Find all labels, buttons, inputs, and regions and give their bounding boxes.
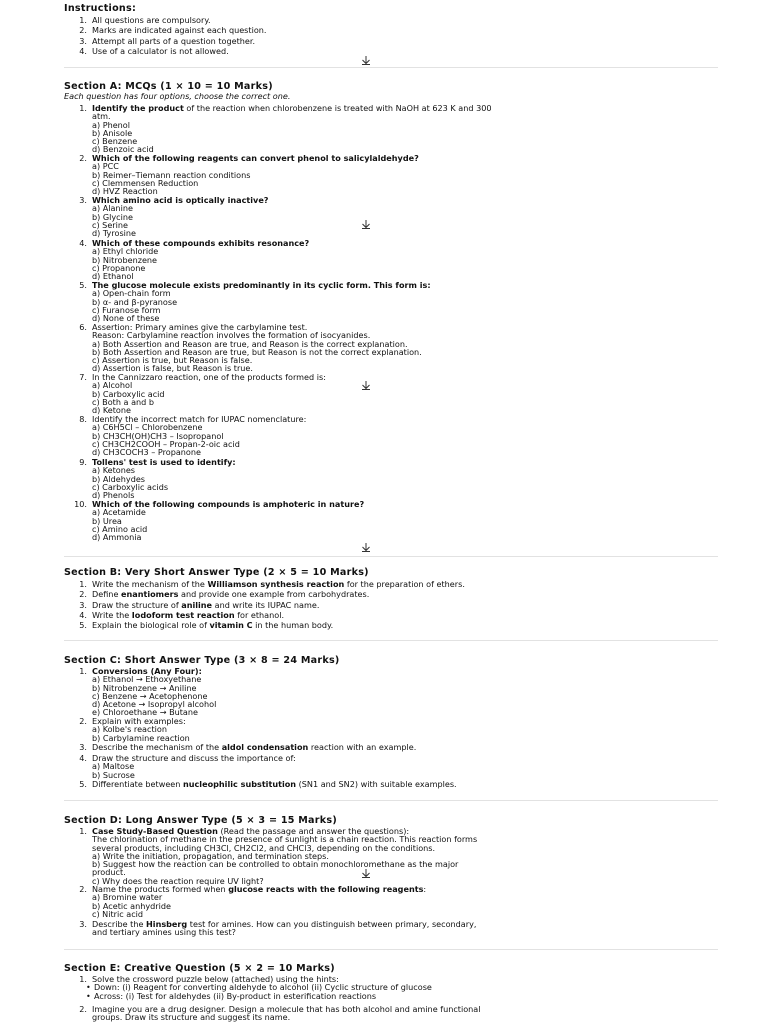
section-e: [64, 963, 718, 974]
option: c) Assertion is true, but Reason is false.: [92, 355, 253, 366]
question-a5: 5. The glucose molecule exists predominantly in its cyclic form. This form is: a) Open-chain form b) α- and β-pyranose c) Furanose form d) None of these: [64, 281, 718, 322]
arrow-down-icon[interactable]: [360, 56, 372, 65]
option: a) Bromine water: [92, 892, 163, 903]
question-c3: 3. Describe the mechanism of the aldol condensation reaction with an example.: [79, 742, 417, 752]
instructions-block: [64, 3, 718, 55]
option: c) Benzene → Acetophenone: [92, 690, 208, 701]
option: d) Ammonia: [92, 532, 142, 543]
option: c) Amino acid: [92, 523, 148, 534]
option: a) Ketones: [92, 465, 136, 476]
option: c) Carboxylic acids: [92, 481, 169, 492]
option: c) Benzene: [92, 136, 138, 147]
option: d) CH3COCH3 – Propanone: [92, 447, 201, 458]
instructions-list: [64, 16, 718, 55]
option: a) Kolbe's reaction: [92, 724, 167, 735]
option: a) Ethyl chloride: [92, 246, 159, 257]
option: c) Furanose form: [92, 304, 161, 315]
section-d-title: Section D: Long Answer Type (5 × 3 = 15 Marks): [64, 815, 337, 826]
section-a-note: Each question has four options, choose the correct one.: [64, 91, 291, 101]
question-d1: 1. Case Study-Based Question (Read the passage and answer the questions): The chlorination of methane in the presence of sunlight is a chain reaction. This reaction forms several products, including CH3Cl, CH2Cl2, and CHCl3, depending on the conditions. a) Write the initiation, propagation, and termination steps. b) Suggest how the reaction can be controlled to obtain monochloromethane as the major product. c) Why does the reaction require UV light?: [79, 826, 478, 886]
section-a-title: Section A: MCQs (1 × 10 = 10 Marks): [64, 81, 273, 92]
section-d: [64, 815, 718, 826]
list-item: 5. Explain the biological role of vitamin C in the human body.: [79, 620, 334, 631]
section-e-title: Section E: Creative Question (5 × 2 = 10 Marks): [64, 963, 335, 974]
question-c2: 2. Explain with examples: a) Kolbe's reaction b) Carbylamine reaction: [64, 717, 718, 742]
option: c) Serine: [92, 219, 128, 230]
option: a) Alcohol: [92, 380, 133, 391]
option: a) Open-chain form: [92, 288, 171, 299]
arrow-down-icon[interactable]: [360, 869, 372, 878]
arrow-down-icon[interactable]: [360, 543, 372, 552]
question-c4: 4. Draw the structure and discuss the importance of: a) Maltose b) Sucrose: [64, 754, 718, 779]
option: b) α- and β-pyranose: [92, 296, 178, 307]
option: a) Maltose: [92, 761, 135, 772]
section-b: [64, 567, 718, 629]
option: b) Urea: [92, 515, 122, 526]
option: b) Nitrobenzene: [92, 254, 158, 265]
list-item: 2. Define enantiomers and provide one example from carbohydrates.: [79, 589, 370, 600]
question-d3: 3. Describe the Hinsberg test for amines. How can you distinguish between primary, secondary, and tertiary amines using this test?: [79, 919, 477, 938]
option: a) Both Assertion and Reason are true, and Reason is the correct explanation.: [92, 338, 408, 349]
option: e) Chloroethane → Butane: [92, 707, 198, 718]
option: a) Ethanol → Ethoxyethane: [92, 674, 202, 685]
option: b) Carboxylic acid: [92, 388, 165, 399]
instructions-title: Instructions:: [64, 3, 137, 14]
option: a) PCC: [92, 161, 119, 172]
list-item: 1. Write the mechanism of the Williamson synthesis reaction for the preparation of ethers.: [79, 579, 465, 589]
question-e2: 2. Imagine you are a drug designer. Design a molecule that has both alcohol and amine functional groups. Draw its structure and suggest its name.: [79, 1004, 481, 1023]
divider: [64, 640, 718, 641]
option: d) Benzoic acid: [92, 144, 154, 155]
option: a) Acetamide: [92, 507, 146, 518]
section-b-title: Section B: Very Short Answer Type (2 × 5 = 10 Marks): [64, 567, 369, 578]
question-a4: 4. Which of these compounds exhibits resonance? a) Ethyl chloride b) Nitrobenzene c) Propanone d) Ethanol: [64, 239, 718, 280]
option: d) None of these: [92, 313, 160, 324]
option: b) Anisole: [92, 127, 133, 138]
option: c) CH3CH2COOH – Propan-2-oic acid: [92, 438, 240, 449]
question-c5: 5. Differentiate between nucleophilic substitution (SN1 and SN2) with suitable examples.: [79, 779, 457, 789]
divider: [64, 800, 718, 801]
section-c-title: Section C: Short Answer Type (3 × 8 = 24 Marks): [64, 655, 340, 666]
arrow-down-icon[interactable]: [360, 220, 372, 229]
option: b) Sucrose: [92, 769, 135, 780]
question-a2: 2. Which of the following reagents can convert phenol to salicylaldehyde? a) PCC b) Reimer–Tiemann reaction conditions c) Clemmensen Reduction d) HVZ Reaction: [64, 154, 718, 195]
list-item: 4. Write the Iodoform test reaction for ethanol.: [79, 609, 285, 620]
list-item: 3. Attempt all parts of a question together.: [79, 35, 256, 46]
list-item: • Across: (i) Test for aldehydes (ii) By-product in esterification reactions: [86, 990, 377, 1001]
option: b) Acetic anhydride: [92, 900, 171, 911]
question-a3: 3. Which amino acid is optically inactive? a) Alanine b) Glycine c) Serine d) Tyrosine: [64, 196, 718, 237]
option: b) Aldehydes: [92, 473, 146, 484]
option: c) Nitric acid: [92, 908, 144, 919]
divider: [64, 556, 718, 557]
option: b) Both Assertion and Reason are true, but Reason is not the correct explanation.: [92, 346, 422, 357]
option: c) Both a and b: [92, 396, 155, 407]
list-item: 1. All questions are compulsory.: [79, 15, 211, 25]
option: b) Reimer–Tiemann reaction conditions: [92, 169, 251, 180]
list-item: 2. Marks are indicated against each question.: [79, 25, 267, 36]
option: d) Ketone: [92, 405, 131, 416]
question-a9: 9. Tollens' test is used to identify: a) Ketones b) Aldehydes c) Carboxylic acids d) Phenols: [64, 458, 718, 499]
list-item: • Down: (i) Reagent for converting aldehyde to alcohol (ii) Cyclic structure of glucose: [86, 982, 432, 993]
option: a) C6H5Cl – Chlorobenzene: [92, 422, 203, 433]
option: b) CH3CH(OH)CH3 – Isopropanol: [92, 430, 224, 441]
option: b) Glycine: [92, 211, 133, 222]
section-a: [64, 81, 718, 100]
divider: [64, 67, 718, 68]
option: d) Acetone → Isopropyl alcohol: [92, 699, 217, 710]
option: c) Clemmensen Reduction: [92, 177, 199, 188]
list-item: 4. Use of a calculator is not allowed.: [79, 45, 229, 56]
list-item: 3. Draw the structure of aniline and write its IUPAC name.: [79, 599, 320, 610]
section-c: [64, 655, 718, 666]
option: b) Nitrobenzene → Aniline: [92, 682, 197, 693]
question-a10: 10. Which of the following compounds is amphoteric in nature? a) Acetamide b) Urea c) Amino acid d) Ammonia: [64, 500, 718, 541]
question-c1: 1. Conversions (Any Four): a) Ethanol → Ethoxyethane b) Nitrobenzene → Aniline c) Benzene → Acetophenone d) Acetone → Isopropyl alcohol e) Chloroethane → Butane: [64, 667, 718, 717]
arrow-down-icon[interactable]: [360, 381, 372, 390]
question-a8: 8. Identify the incorrect match for IUPAC nomenclature: a) C6H5Cl – Chlorobenzene b) CH3CH(OH)CH3 – Isopropanol c) CH3CH2COOH – Propan-2-oic acid d) CH3COCH3 – Propanone: [64, 415, 718, 456]
question-a1: 1. Identify the product of the reaction when chlorobenzene is treated with NaOH at 623 K and 300 atm. a) Phenol b) Anisole c) Benzene d) Benzoic acid: [64, 104, 718, 154]
option: d) Ethanol: [92, 271, 134, 282]
option: d) Assertion is false, but Reason is true.: [92, 363, 253, 374]
divider: [64, 949, 718, 950]
option: d) HVZ Reaction: [92, 186, 158, 197]
option: d) Phenols: [92, 490, 135, 501]
option: b) Carbylamine reaction: [92, 732, 190, 743]
option: d) Tyrosine: [92, 228, 137, 239]
question-a6: 6. Assertion: Primary amines give the carbylamine test. Reason: Carbylamine reaction involves the formation of isocyanides. a) Both Assertion and Reason are true, and Reason is the correct explanation. b) Both Assertion and Reason are true, but Reason is not the correct explanation. c) Assertion is true, but Reason is false. d) Assertion is false, but Reason is true.: [64, 323, 718, 373]
question-a7: 7. In the Cannizzaro reaction, one of the products formed is: a) Alcohol b) Carboxylic acid c) Both a and b d) Ketone: [64, 373, 718, 414]
question-d2: 2. Name the products formed when glucose reacts with the following reagents: a) Bromine water b) Acetic anhydride c) Nitric acid: [64, 885, 718, 918]
option: a) Phenol: [92, 119, 131, 130]
option: c) Propanone: [92, 262, 146, 273]
option: a) Alanine: [92, 203, 133, 214]
question-e1: 1. Solve the crossword puzzle below (attached) using the hints: • Down: (i) Reagent for converting aldehyde to alcohol (ii) Cyclic structure of glucose • Across: (i) Test for aldehydes (ii) By-product in esterification reactions: [64, 975, 718, 1000]
